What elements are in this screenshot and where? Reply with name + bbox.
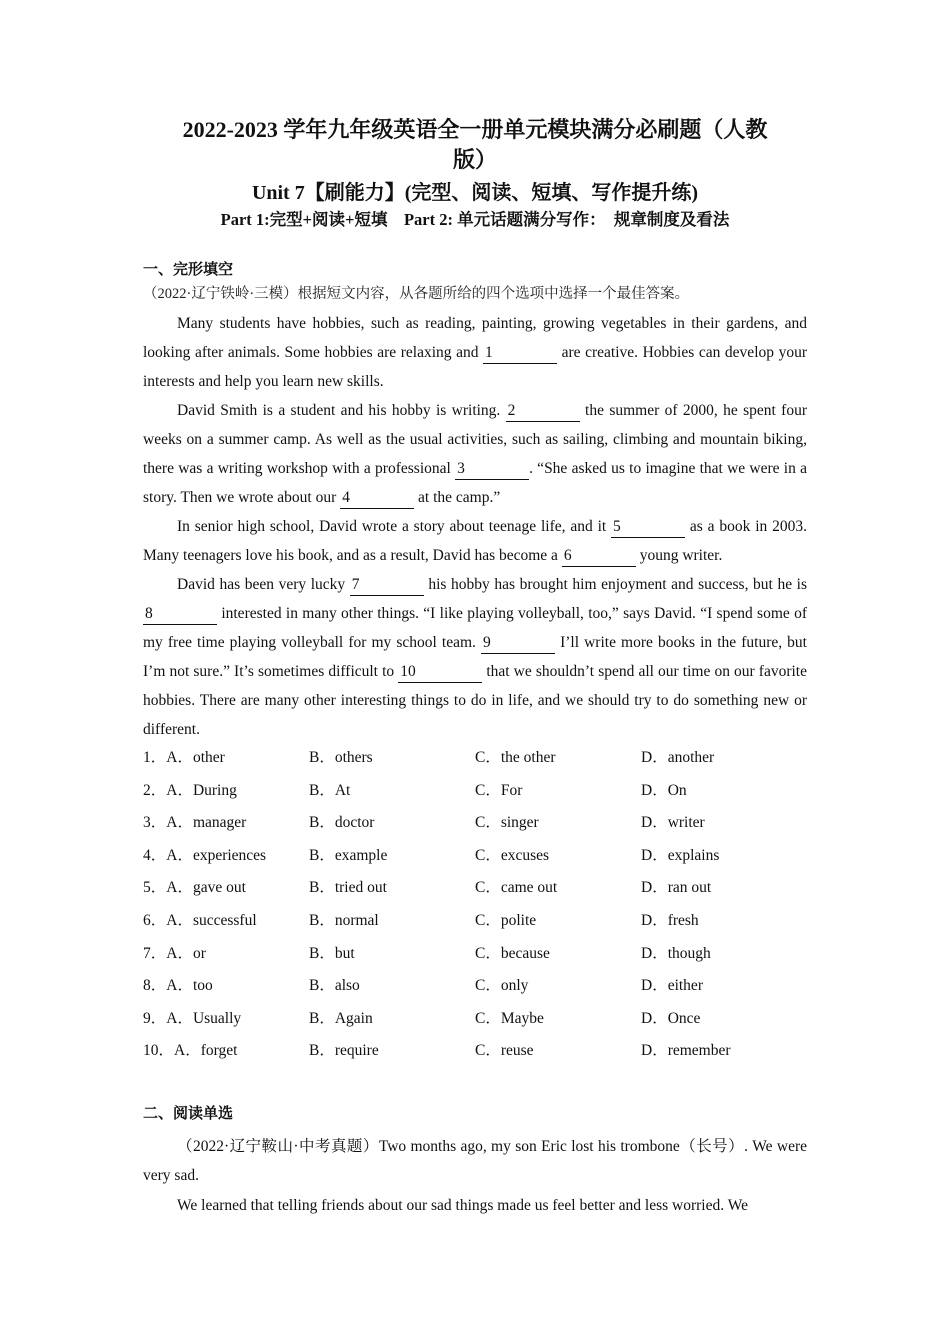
cloze-paragraph-4: David has been very lucky 7 his hobby has brought him enjoyment and success, but he is 8 interested in many other things. “I like playing volleyball, too,” says David. “I spend some of my free time playing volleyball for my school team. 9 I’ll write more books in the future, but I’m not sure.” It’s sometimes difficult to 10 that we shouldn’t spend all our time on our favorite hobbies. There are many other interesting things to do in life, and we should try to do something new or different. [143, 576, 807, 738]
section-source-cloze: （2022·辽宁铁岭·三模）根据短文内容，从各题所给的四个选项中选择一个最佳答案。 [143, 286, 690, 302]
part-subtitle: Part 1:完型+阅读+短填 Part 2: 单元话题满分写作： 规章制度及看法 [220, 210, 730, 229]
answer-options [143, 745, 807, 1071]
option-row: 3．A．manager B．doctor C．singer D．writer [143, 814, 705, 832]
cloze-paragraph-1: Many students have hobbies, such as reading, painting, growing vegetables in their gardens, and looking after animals. Some hobbies are relaxing and 1 are creative. Hobbies can develop your interests and help you learn new skills. [143, 315, 807, 390]
option-row: 6．A．successful B．normal C．polite D．fresh [143, 911, 699, 929]
option-row: 9．A．Usually B．Again C．Maybe D．Once [143, 1009, 701, 1027]
blank-1: 1 [483, 343, 557, 364]
option-row: 5．A．gave out B．tried out C．came out D．ran out [143, 879, 712, 897]
option-row: 2．A．During B．At C．For D．On [143, 781, 687, 799]
unit-title: Unit 7【刷能力】(完型、阅读、短填、写作提升练) [251, 182, 699, 204]
reading-paragraph-2: We learned that telling friends about our sad things made us feel better and less worried. We [177, 1197, 748, 1214]
blank-6: 6 [562, 546, 636, 567]
title-line-1: 2022-2023 学年九年级英语全一册单元模块满分必刷题（人教 [182, 117, 768, 142]
option-row: 7．A．or B．but C．because D．though [143, 944, 711, 962]
section-heading-reading: 二、阅读单选 [143, 1104, 234, 1122]
blank-2: 2 [506, 401, 580, 422]
document-title [143, 115, 807, 175]
blank-7: 7 [350, 575, 424, 596]
cloze-paragraph-3: In senior high school, David wrote a story about teenage life, and it 5 as a book in 2003. Many teenagers love his book, and as a result, David has become a 6 young writer. [143, 512, 807, 570]
blank-4: 4 [340, 488, 414, 509]
title-line-1b: 版） [452, 147, 497, 172]
option-row: 4．A．experiences B．example C．excuses D．explains [143, 846, 720, 864]
blank-10: 10 [398, 662, 482, 683]
blank-5: 5 [611, 517, 685, 538]
blank-9: 9 [481, 633, 555, 654]
option-row: 1．A．other B．others C．the other D．another [143, 749, 715, 766]
reading-paragraph-1: （2022·辽宁鞍山·中考真题）Two months ago, my son Eric lost his trombone（长号）. We were very sad. [143, 1138, 807, 1184]
section-heading-cloze: 一、完形填空 [143, 260, 234, 278]
option-row: 10．A．forget B．require C．reuse D．remember [143, 1042, 731, 1060]
blank-8: 8 [143, 604, 217, 625]
cloze-paragraph-2: David Smith is a student and his hobby is writing. 2 the summer of 2000, he spent four weeks on a summer camp. As well as the usual activities, such as sailing, climbing and mountain biking, there was a writing workshop with a professional 3 . “She asked us to imagine that we were in a story. Then we wrote about our 4 at the camp.” [143, 396, 807, 512]
blank-3: 3 [455, 459, 529, 480]
option-row: 8．A．too B．also C．only D．either [143, 977, 703, 995]
